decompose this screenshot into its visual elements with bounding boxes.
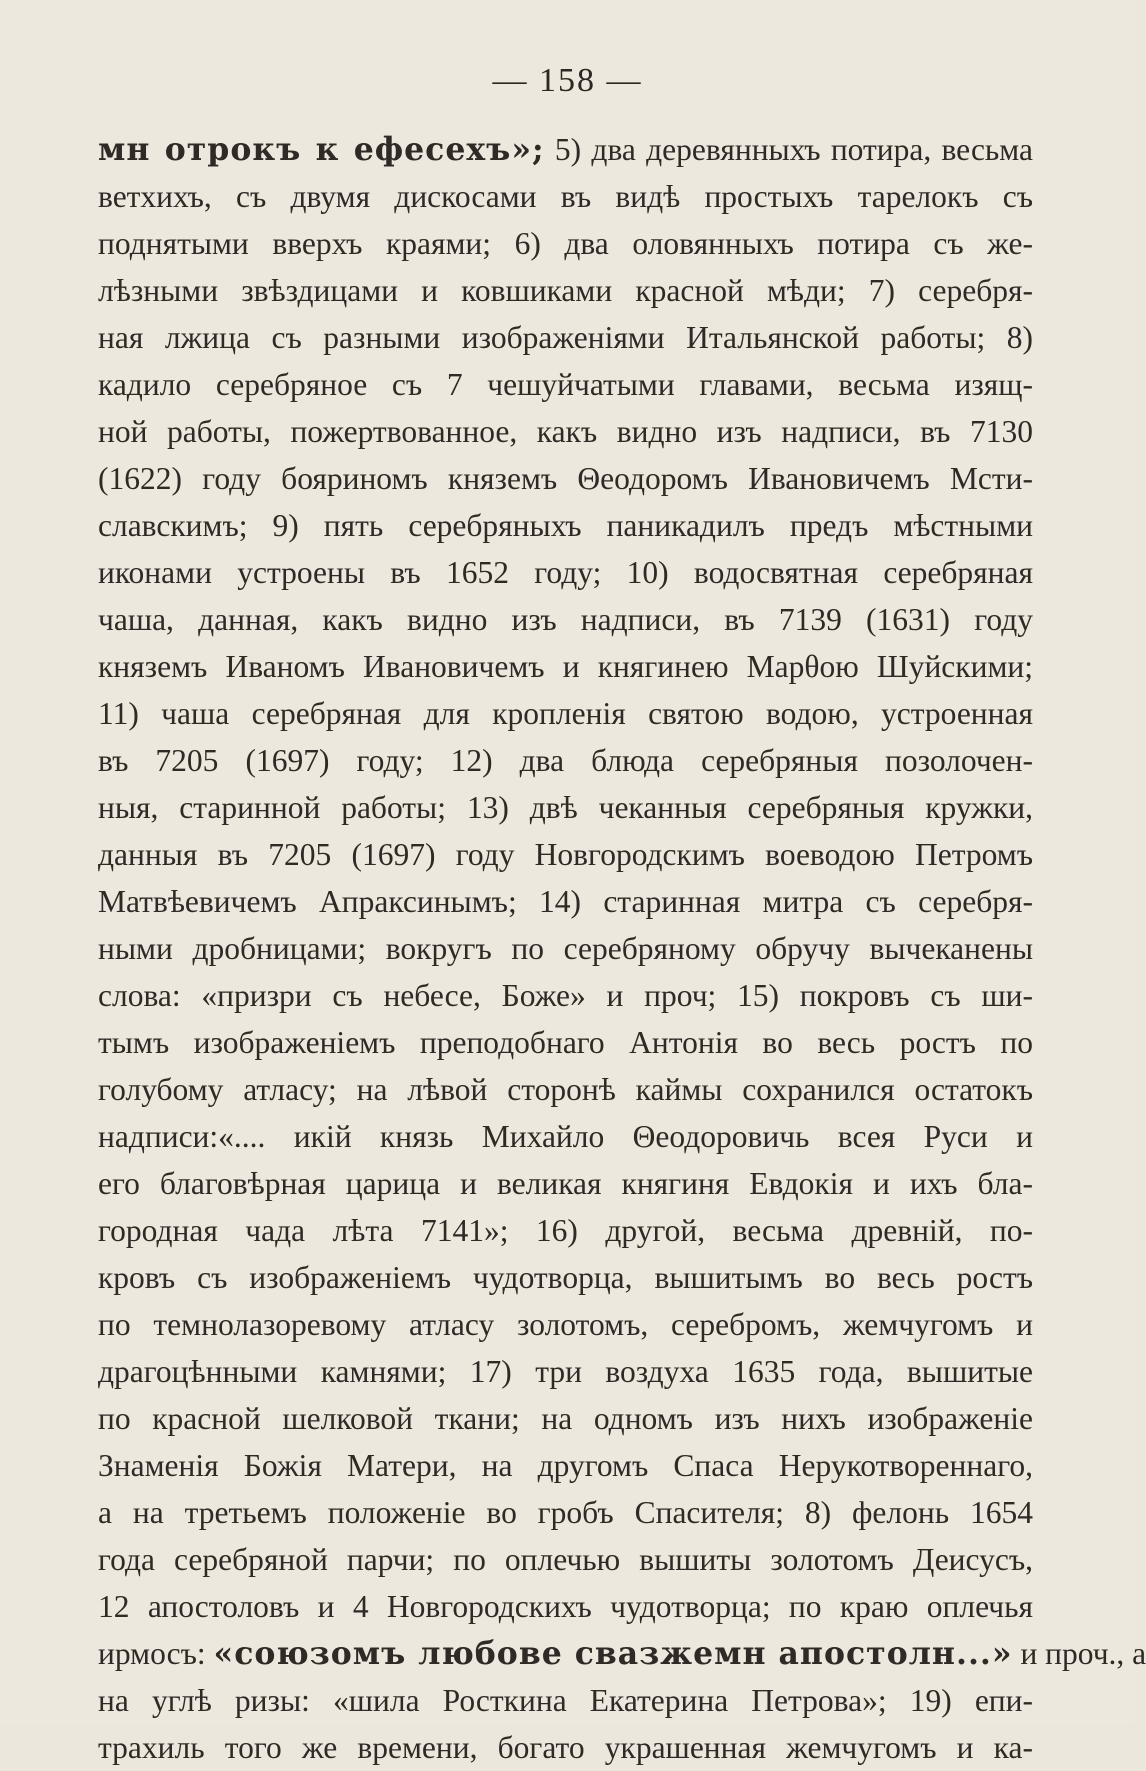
text-segment: а на третьемъ положеніе во гробъ Спасителя; 8) фелонь 1654 (98, 1495, 1033, 1530)
church-slavonic-quote: «союзомъ любове свазжемн апостолн...» (213, 1635, 1013, 1672)
text-segment: чаша, данная, какъ видно изъ надписи, въ 7139 (1631) году (98, 602, 1033, 637)
text-segment: 12 апостоловъ и 4 Новгородскихъ чудотворца; по краю оплечья (98, 1589, 1033, 1624)
text-segment: голубому атласу; на лѣвой сторонѣ каймы сохранился остатокъ (98, 1072, 1033, 1107)
text-line (98, 643, 1033, 690)
text-segment: года серебряной парчи; по оплечью вышиты золотомъ Деисусъ, (98, 1542, 1033, 1577)
text-line (98, 1630, 1146, 1677)
text-line (98, 1301, 1033, 1348)
text-line (98, 784, 1033, 831)
text-segment: по красной шелковой ткани; на одномъ изъ нихъ изображеніе (98, 1401, 1033, 1436)
text-line (98, 1442, 1033, 1489)
text-line (98, 1677, 1033, 1724)
text-line (98, 1113, 1033, 1160)
text-line (98, 1207, 1033, 1254)
text-segment: (1622) году бояриномъ княземъ Θеодоромъ Ивановичемъ Мсти- (98, 461, 1033, 496)
text-segment: ными дробницами; вокругъ по серебряному обручу вычеканены (98, 931, 1033, 966)
text-segment: иконами устроены въ 1652 году; 10) водосвятная серебряная (98, 555, 1033, 590)
text-segment: слова: «призри съ небесе, Боже» и проч; 15) покровъ съ ши- (98, 978, 1033, 1013)
text-line (98, 502, 1033, 549)
text-line (98, 361, 1033, 408)
text-segment: трахиль того же времени, богато украшенная жемчугомъ и ка- (98, 1730, 1033, 1765)
text-segment: ная лжица съ разными изображеніями Итальянской работы; 8) (98, 320, 1033, 355)
text-segment: ныя, старинной работы; 13) двѣ чеканныя серебряныя кружки, (98, 790, 1033, 825)
text-line (98, 220, 1033, 267)
text-segment: данныя въ 7205 (1697) году Новгородскимъ воеводою Петромъ (98, 837, 1033, 872)
text-segment: въ 7205 (1697) году; 12) два блюда серебряныя позолочен- (98, 743, 1033, 778)
text-segment: тымъ изображеніемъ преподобнаго Антонія во весь ростъ по (98, 1025, 1033, 1060)
text-line (98, 878, 1033, 925)
text-line (98, 690, 1033, 737)
text-segment: лѣзными звѣздицами и ковшиками красной мѣди; 7) серебря- (98, 273, 1033, 308)
text-line (98, 126, 1033, 173)
text-segment: Матвѣевичемъ Апраксинымъ; 14) старинная митра съ серебря- (98, 884, 1033, 919)
text-line (98, 1395, 1033, 1442)
text-line (98, 1254, 1033, 1301)
text-line (98, 314, 1033, 361)
text-segment: ирмосъ: (98, 1636, 214, 1671)
text-segment: его благовѣрная царица и великая княгиня Евдокія и ихъ бла- (98, 1166, 1033, 1201)
text-line (98, 1019, 1033, 1066)
text-line (98, 455, 1033, 502)
text-line (98, 831, 1033, 878)
text-line (98, 549, 1033, 596)
text-line (98, 972, 1033, 1019)
text-segment: надписи:«.... икій князь Михайло Θеодоровичь всея Руси и (98, 1119, 1033, 1154)
body-text (98, 126, 1146, 1771)
text-line (98, 1724, 1033, 1771)
text-segment: княземъ Иваномъ Ивановичемъ и княгинею Марθою Шуйскими; (98, 649, 1033, 684)
text-segment: ной работы, пожертвованное, какъ видно изъ надписи, въ 7130 (98, 414, 1033, 449)
text-segment: поднятыми вверхъ краями; 6) два оловянныхъ потира съ же- (98, 226, 1033, 261)
text-segment: славскимъ; 9) пять серебряныхъ паникадилъ предъ мѣстными (98, 508, 1033, 543)
text-segment: кадило серебряное съ 7 чешуйчатыми главами, весьма изящ- (98, 367, 1033, 402)
text-line (98, 1536, 1033, 1583)
text-line (98, 1583, 1033, 1630)
text-line (98, 1348, 1033, 1395)
page-number: — 158 — (492, 62, 643, 99)
text-line (98, 596, 1033, 643)
text-line (98, 1160, 1033, 1207)
text-line (98, 173, 1033, 220)
text-segment: Знаменія Божія Матери, на другомъ Спаса Нерукотвореннаго, (98, 1448, 1033, 1483)
text-line (98, 1489, 1033, 1536)
text-line (98, 267, 1033, 314)
text-segment: 11) чаша серебряная для кропленія святою водою, устроенная (98, 696, 1033, 731)
text-line (98, 925, 1033, 972)
text-line (98, 408, 1033, 455)
church-slavonic-quote: мн отрокъ к ефесехъ»; (98, 131, 545, 168)
text-line (98, 1066, 1033, 1113)
text-segment: драгоцѣнными камнями; 17) три воздуха 1635 года, вышитые (98, 1354, 1033, 1389)
text-segment: ветхихъ, съ двумя дискосами въ видѣ простыхъ тарелокъ съ (98, 179, 1033, 214)
text-segment: кровъ съ изображеніемъ чудотворца, вышитымъ во весь ростъ (98, 1260, 1033, 1295)
text-segment: городная чада лѣта 7141»; 16) другой, весьма древній, по- (98, 1213, 1033, 1248)
text-line (98, 737, 1033, 784)
text-segment: 5) два деревянныхъ потира, весьма (544, 132, 1033, 167)
text-segment: по темнолазоревому атласу золотомъ, серебромъ, жемчугомъ и (98, 1307, 1033, 1342)
text-segment: на углѣ ризы: «шила Росткина Екатерина Петрова»; 19) епи- (98, 1683, 1033, 1718)
text-segment: и проч., а (1012, 1636, 1146, 1671)
